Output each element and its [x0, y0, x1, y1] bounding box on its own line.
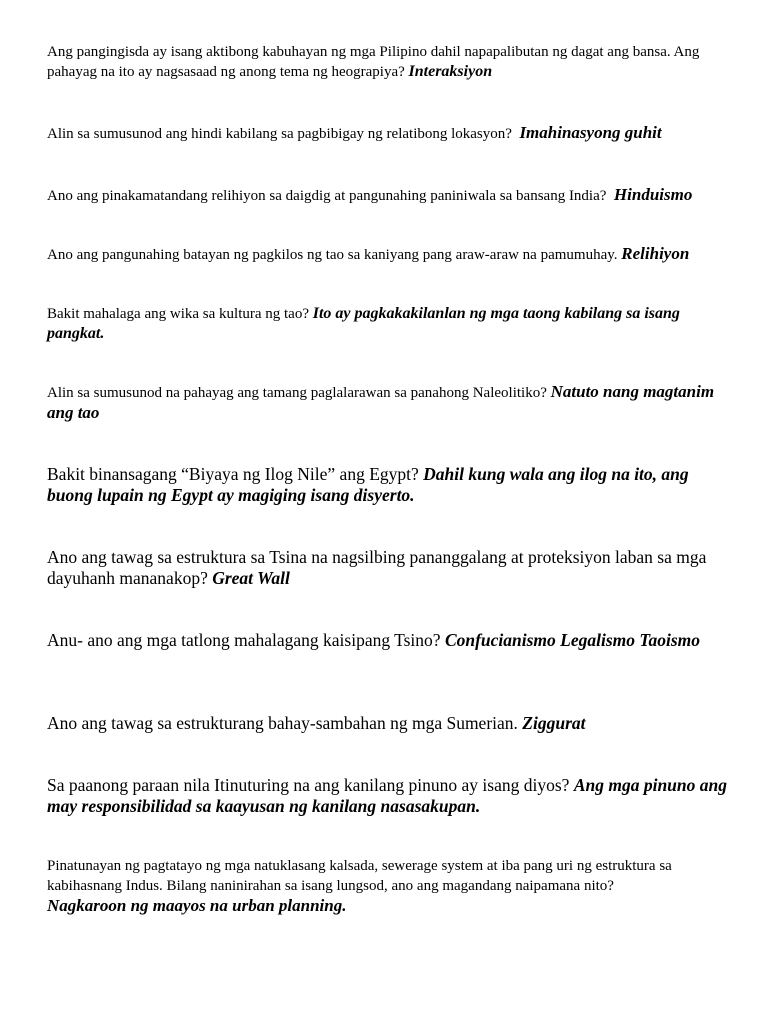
- answer-text: Imahinasyong guhit: [519, 123, 662, 142]
- question-item: [47, 382, 727, 424]
- answer-text: Hinduismo: [613, 185, 693, 204]
- question-item: [47, 304, 727, 344]
- question-item: [47, 775, 727, 817]
- question-text: Ano ang pinakamatandang relihiyon sa daigdig at pangunahing paniniwala sa bansang India?: [47, 188, 607, 204]
- question-item: [47, 42, 727, 82]
- question-text: Ano ang tawag sa estruktura sa Tsina na nagsilbing pananggalang at proteksiyon laban sa mga dayuhanh mananakop?: [47, 547, 707, 588]
- question-text: Ano ang tawag sa estrukturang bahay-sambahan ng mga Sumerian.: [47, 713, 518, 733]
- question-item: [47, 464, 727, 506]
- question-item: [47, 630, 727, 651]
- answer-text: Nagkaroon ng maayos na urban planning.: [47, 896, 347, 915]
- answer-text: Relihiyon: [621, 244, 690, 263]
- question-item: [47, 123, 727, 144]
- question-text: Anu- ano ang mga tatlong mahalagang kaisipang Tsino?: [47, 630, 441, 650]
- question-item: [47, 856, 727, 917]
- answer-text: Ito ay pagkakakilanlan ng mga taong kabilang sa isang pangkat.: [47, 305, 680, 342]
- answer-text: Confucianismo Legalismo Taoismo: [444, 630, 701, 650]
- question-text: Sa paanong paraan nila Itinuturing na ang kanilang pinuno ay isang diyos?: [47, 775, 570, 795]
- question-item: [47, 713, 727, 734]
- answer-text: Natuto nang magtanim ang tao: [47, 382, 715, 422]
- question-text: Bakit binansagang “Biyaya ng Ilog Nile” ang Egypt?: [47, 464, 419, 484]
- answer-text: Great Wall: [212, 568, 290, 588]
- answer-text: Dahil kung wala ang ilog na ito, ang buong lupain ng Egypt ay magiging isang disyerto.: [47, 464, 689, 505]
- question-text: Alin sa sumusunod ang hindi kabilang sa pagbibigay ng relatibong lokasyon?: [47, 126, 512, 142]
- question-text: Ano ang pangunahing batayan ng pagkilos ng tao sa kaniyang pang araw-araw na pamumuhay.: [47, 247, 618, 263]
- answer-text: Ziggurat: [522, 713, 586, 733]
- question-item: [47, 244, 727, 265]
- answer-text: Interaksiyon: [408, 63, 493, 80]
- question-text: Pinatunayan ng pagtatayo ng mga natuklasang kalsada, sewerage system at iba pang uri ng estruktura sa kabihasnang Indus. Bilang naninirahan sa isang lungsod, ano ang magandang naipamana nito?: [47, 858, 672, 894]
- question-text: Bakit mahalaga ang wika sa kultura ng tao?: [47, 306, 309, 322]
- question-item: [47, 547, 727, 589]
- question-text: Ang pangingisda ay isang aktibong kabuhayan ng mga Pilipino dahil napapalibutan ng dagat ang bansa. Ang pahayag na ito ay nagsasaad ng anong tema ng heograpiya?: [47, 44, 700, 80]
- answer-text: Ang mga pinuno ang may responsibilidad sa kaayusan ng kanilang nasasakupan.: [47, 775, 727, 816]
- question-item: [47, 185, 727, 206]
- question-text: Alin sa sumusunod na pahayag ang tamang paglalarawan sa panahong Naleolitiko?: [47, 385, 547, 401]
